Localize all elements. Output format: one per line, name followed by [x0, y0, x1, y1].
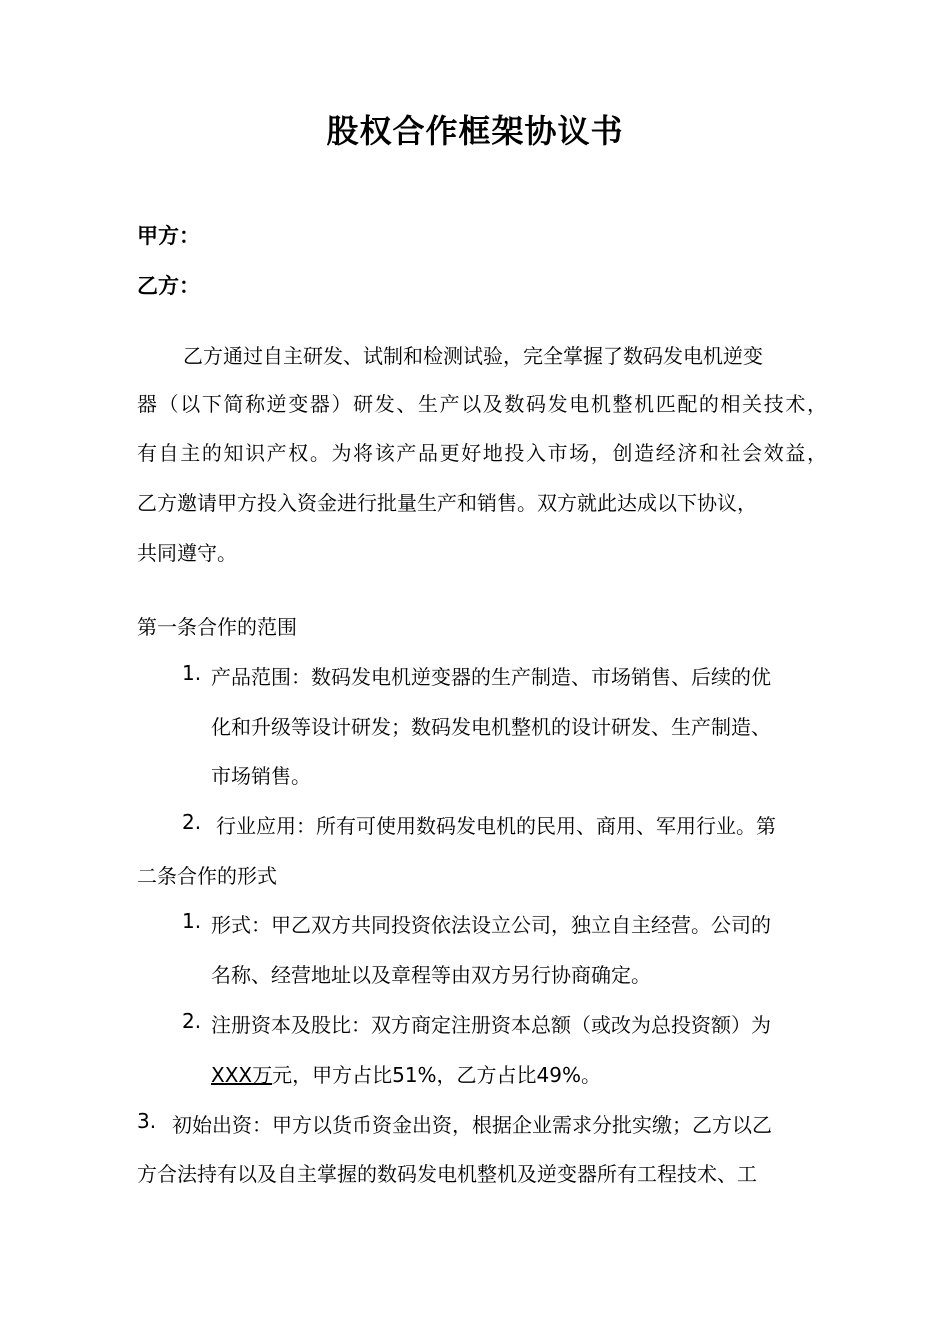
list-item-line: 产品范围：数码发电机逆变器的生产制造、市场销售、后续的优: [211, 665, 771, 689]
list-item-line: 形式：甲乙双方共同投资依法设立公司，独立自主经营。公司的: [211, 913, 771, 937]
list-number: 1.: [182, 909, 202, 933]
article-1-heading: 第一条合作的范围: [137, 615, 297, 639]
list-item-line: 市场销售。: [211, 764, 311, 788]
intro-line: 共同遵守。: [137, 541, 237, 565]
list-item-line: 注册资本及股比：双方商定注册资本总额（或改为总投资额）为: [211, 1013, 771, 1037]
list-number: 3.: [137, 1109, 157, 1133]
registered-capital-amount: XXX万: [211, 1063, 273, 1087]
intro-line: 器（以下简称逆变器）研发、生产以及数码发电机整机匹配的相关技术，: [137, 392, 827, 416]
intro-line: 乙方通过自主研发、试制和检测试验，完全掌握了数码发电机逆变: [183, 344, 763, 368]
list-number: 2.: [182, 810, 202, 834]
list-item-line: 化和升级等设计研发；数码发电机整机的设计研发、生产制造、: [211, 715, 771, 739]
list-item-line: 方合法持有以及自主掌握的数码发电机整机及逆变器所有工程技术、工: [137, 1162, 757, 1186]
share-ratio-text: 元，甲方占比51%，乙方占比49%。: [272, 1063, 602, 1087]
party-a-label: 甲方：: [137, 224, 200, 248]
intro-line: 乙方邀请甲方投入资金进行批量生产和销售。双方就此达成以下协议，: [137, 491, 757, 515]
document-title: 股权合作框架协议书: [326, 112, 624, 150]
list-item-line: 行业应用：所有可使用数码发电机的民用、商用、军用行业。第: [216, 814, 776, 838]
list-number: 2.: [182, 1009, 202, 1033]
list-number: 1.: [182, 661, 202, 685]
list-item-line: [211, 1059, 601, 1088]
party-b-label: 乙方：: [137, 274, 200, 298]
intro-line: 有自主的知识产权。为将该产品更好地投入市场，创造经济和社会效益，: [137, 441, 827, 465]
article-2-heading: 二条合作的形式: [137, 864, 277, 888]
list-item-line: 初始出资：甲方以货币资金出资，根据企业需求分批实缴；乙方以乙: [172, 1113, 772, 1137]
list-item-line: 名称、经营地址以及章程等由双方另行协商确定。: [211, 963, 651, 987]
